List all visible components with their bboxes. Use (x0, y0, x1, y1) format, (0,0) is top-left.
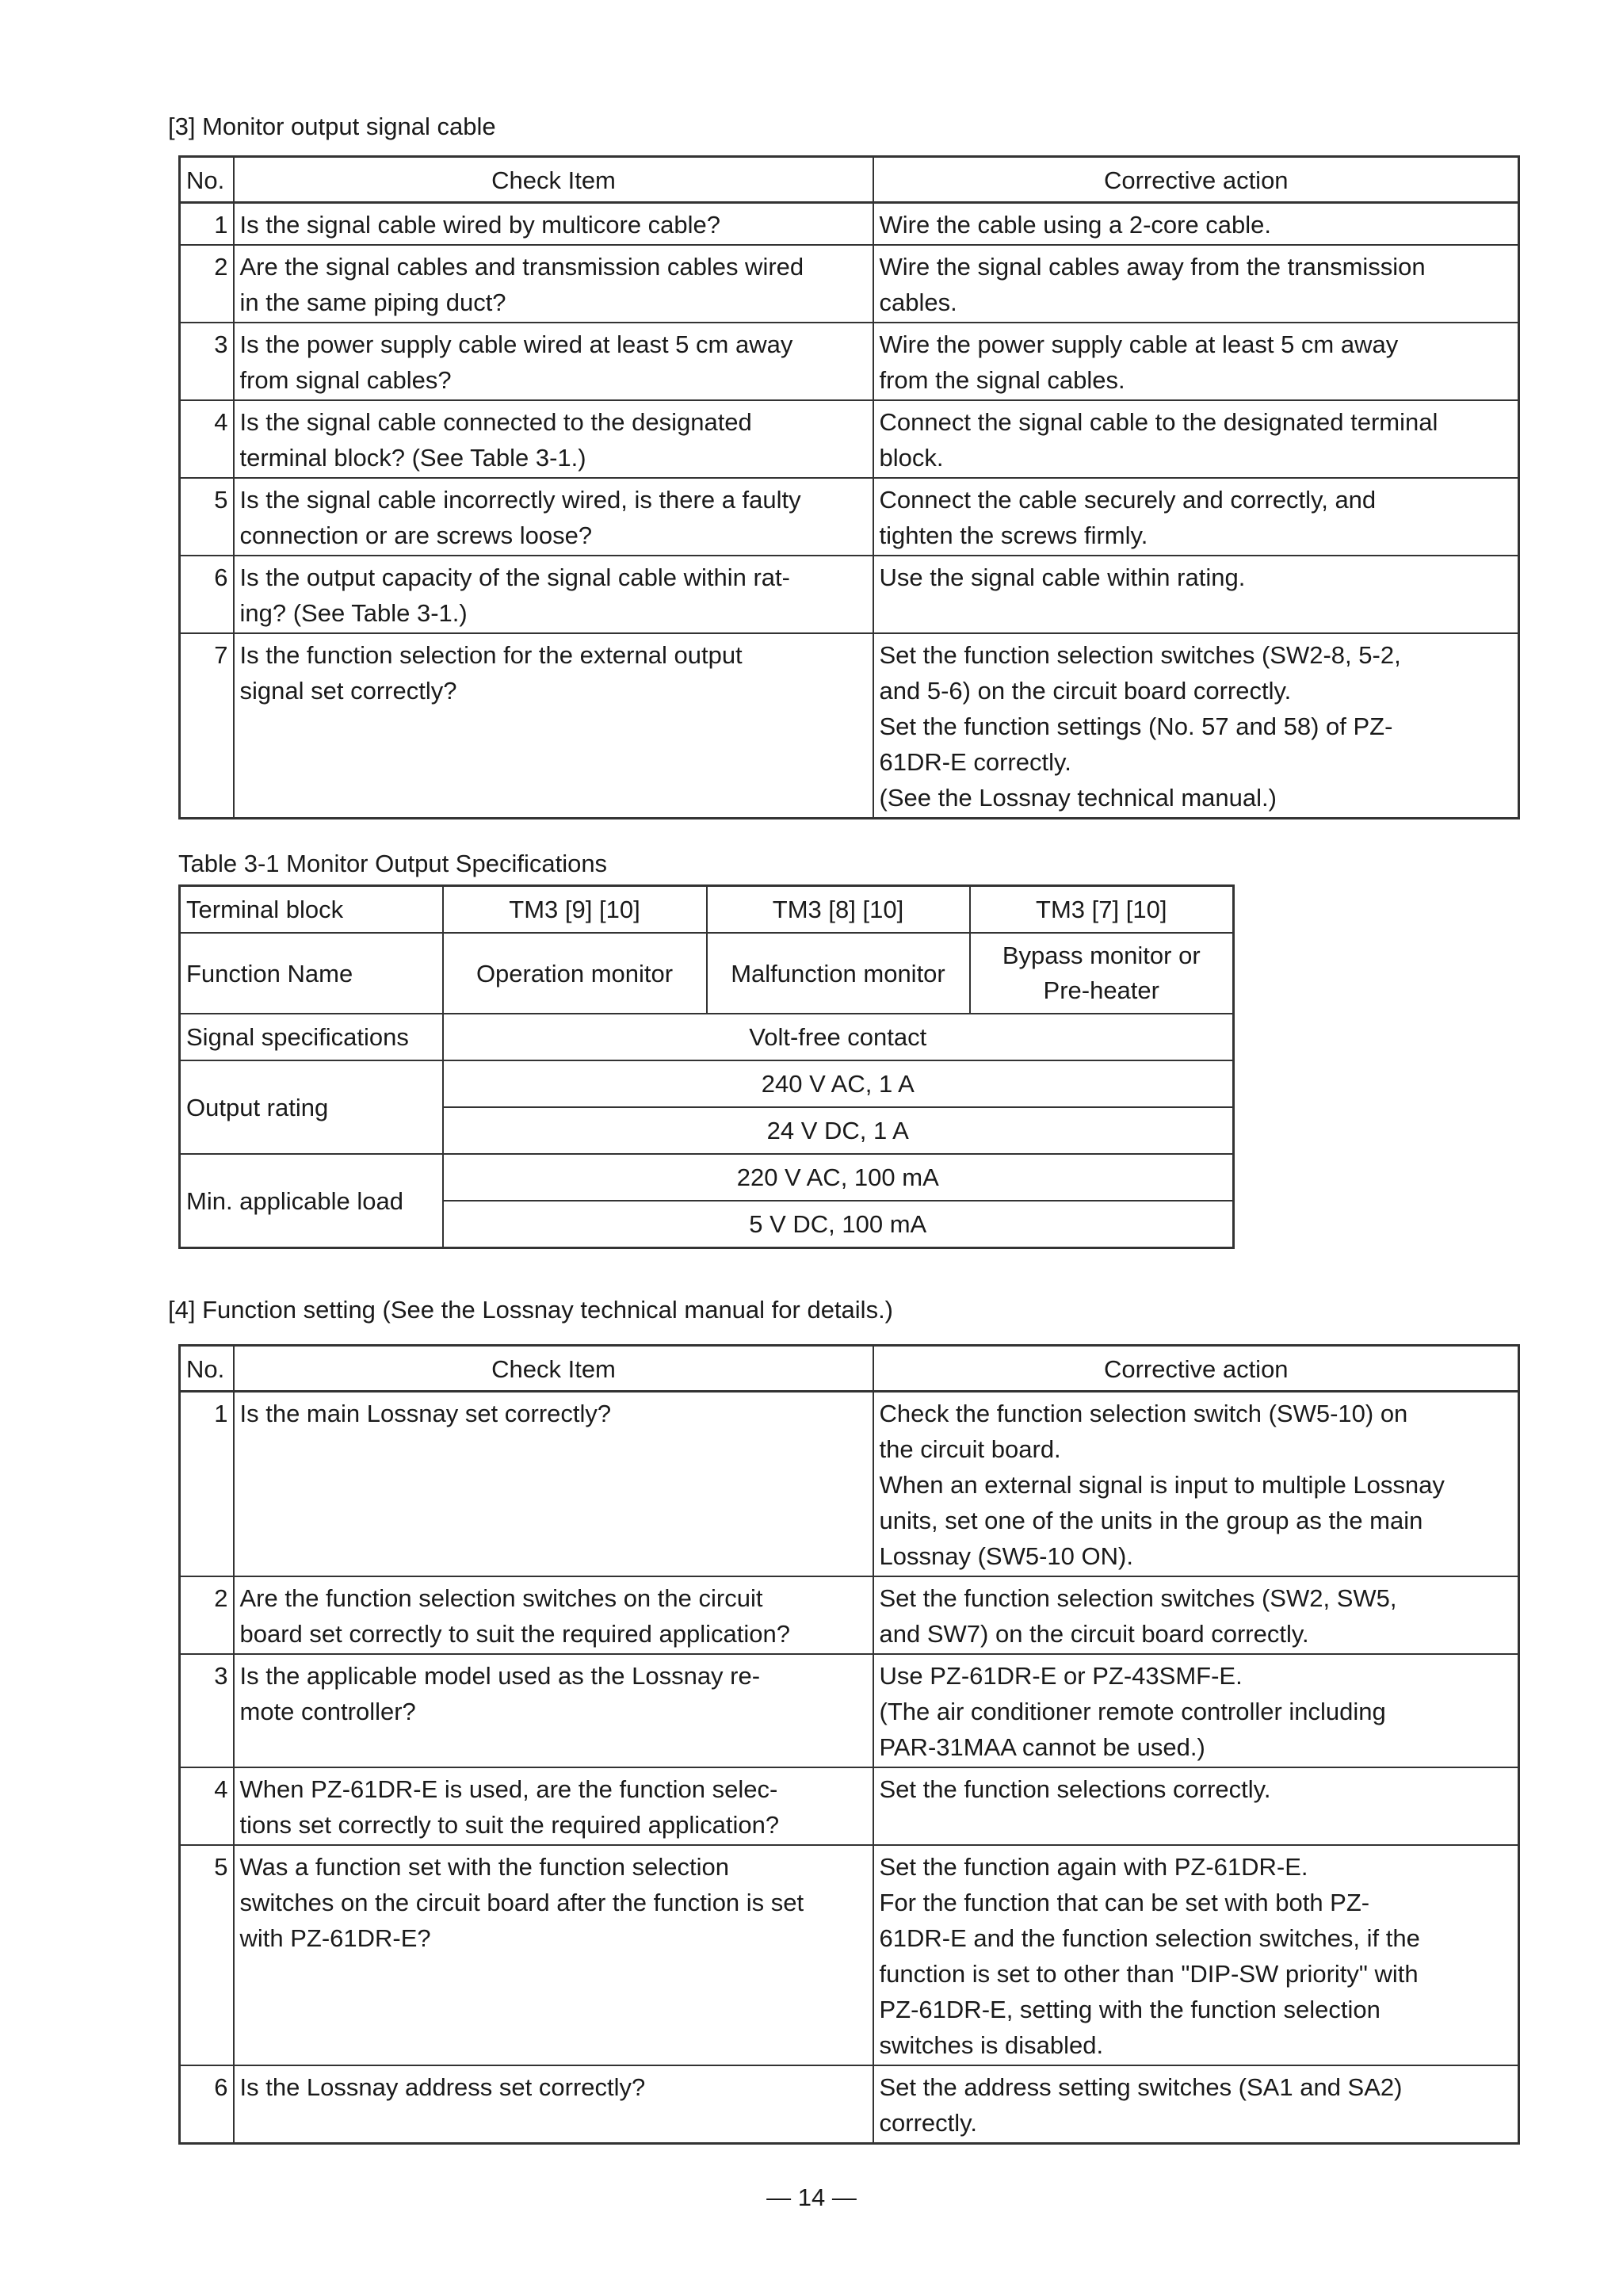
function-2: Malfunction monitor (707, 933, 970, 1014)
check-item-line: board set correctly to suit the required application? (239, 1620, 790, 1648)
terminal-2: TM3 [8] [10] (707, 886, 970, 934)
table-row (180, 1014, 1234, 1060)
corrective-action-line: PZ-61DR-E, setting with the function selection (879, 1996, 1381, 2023)
corrective-action-line: the circuit board. (879, 1435, 1061, 1463)
table-row (180, 323, 1519, 400)
check-item-cell (234, 203, 873, 246)
output-rating-dc: 24 V DC, 1 A (443, 1107, 1234, 1154)
table-row (180, 2065, 1519, 2144)
min-load-ac: 220 V AC, 100 mA (443, 1154, 1234, 1201)
corrective-action-cell (873, 1845, 1519, 2065)
check-item-line: connection or are screws loose? (239, 521, 593, 549)
signal-spec-label: Signal specifications (180, 1014, 443, 1060)
corrective-action-line: from the signal cables. (879, 366, 1125, 394)
corrective-action-line: Lossnay (SW5-10 ON). (879, 1542, 1133, 1570)
header-no: No. (180, 1346, 234, 1392)
function-setting-check-table (178, 1344, 1520, 2145)
terminal-1: TM3 [9] [10] (443, 886, 707, 934)
corrective-action-line: Set the address setting switches (SA1 and SA2) (879, 2073, 1403, 2101)
check-item-cell (234, 1576, 873, 1654)
row-number: 2 (180, 1576, 234, 1654)
output-rating-label: Output rating (180, 1060, 443, 1154)
header-no: No. (180, 157, 234, 203)
corrective-action-line: tighten the screws firmly. (879, 521, 1148, 549)
corrective-action-line: (The air conditioner remote controller including (879, 1698, 1386, 1725)
table-header-row (180, 1346, 1519, 1392)
table-row (180, 886, 1234, 934)
corrective-action-line: units, set one of the units in the group as the main (879, 1507, 1423, 1534)
check-item-line: When PZ-61DR-E is used, are the function selec- (239, 1775, 778, 1803)
corrective-action-cell (873, 245, 1519, 323)
check-item-line: Is the signal cable wired by multicore cable? (239, 211, 721, 239)
row-number: 2 (180, 245, 234, 323)
table-row (180, 933, 1234, 1014)
header-check-item: Check Item (234, 157, 873, 203)
table-row (180, 203, 1519, 246)
check-item-line: ing? (See Table 3-1.) (239, 599, 468, 627)
table-row (180, 245, 1519, 323)
check-item-line: signal set correctly? (239, 677, 457, 705)
corrective-action-line: cables. (879, 288, 957, 316)
table-3-1-caption: Table 3-1 Monitor Output Specifications (178, 850, 608, 877)
row-number: 3 (180, 323, 234, 400)
check-item-line: Is the power supply cable wired at least 5 cm away (239, 330, 793, 358)
check-item-line: Is the applicable model used as the Lossnay re- (239, 1662, 761, 1690)
check-item-cell (234, 1845, 873, 2065)
corrective-action-line: Wire the cable using a 2-core cable. (879, 211, 1272, 239)
table-row (180, 1576, 1519, 1654)
table-row (180, 1845, 1519, 2065)
terminal-block-label: Terminal block (180, 886, 443, 934)
header-check-item: Check Item (234, 1346, 873, 1392)
corrective-action-line: For the function that can be set with both PZ- (879, 1889, 1370, 1916)
corrective-action-line: Set the function selection switches (SW2, SW5, (879, 1584, 1397, 1612)
row-number: 7 (180, 633, 234, 819)
corrective-action-cell (873, 478, 1519, 556)
table-row (180, 1767, 1519, 1845)
corrective-action-cell (873, 1654, 1519, 1767)
corrective-action-line: Set the function again with PZ-61DR-E. (879, 1853, 1308, 1881)
row-number: 6 (180, 2065, 234, 2144)
function-3-line: Pre-heater (1043, 976, 1159, 1004)
check-item-line: in the same piping duct? (239, 288, 506, 316)
terminal-3: TM3 [7] [10] (970, 886, 1234, 934)
check-item-line: Is the output capacity of the signal cable within rat- (239, 563, 790, 591)
corrective-action-line: Wire the power supply cable at least 5 cm away (879, 330, 1399, 358)
row-number: 3 (180, 1654, 234, 1767)
function-name-label: Function Name (180, 933, 443, 1014)
check-item-line: Was a function set with the function selection (239, 1853, 729, 1881)
corrective-action-line: Use PZ-61DR-E or PZ-43SMF-E. (879, 1662, 1243, 1690)
corrective-action-line: correctly. (879, 2109, 977, 2137)
corrective-action-line: PAR-31MAA cannot be used.) (879, 1733, 1205, 1761)
row-number: 4 (180, 1767, 234, 1845)
table-row (180, 1654, 1519, 1767)
table-row (180, 1392, 1519, 1577)
check-item-line: tions set correctly to suit the required application? (239, 1811, 780, 1839)
check-item-line: Is the Lossnay address set correctly? (239, 2073, 646, 2101)
corrective-action-line: (See the Lossnay technical manual.) (879, 784, 1277, 812)
corrective-action-cell (873, 1576, 1519, 1654)
corrective-action-line: and SW7) on the circuit board correctly. (879, 1620, 1309, 1648)
check-item-line: terminal block? (See Table 3-1.) (239, 444, 586, 472)
corrective-action-line: Check the function selection switch (SW5-10) on (879, 1400, 1408, 1427)
row-number: 1 (180, 1392, 234, 1577)
corrective-action-line: 61DR-E and the function selection switches, if the (879, 1924, 1420, 1952)
monitor-output-check-table (178, 155, 1520, 819)
corrective-action-line: Set the function selection switches (SW2-8, 5-2, (879, 641, 1401, 669)
corrective-action-line: When an external signal is input to multiple Lossnay (879, 1471, 1445, 1499)
row-number: 5 (180, 478, 234, 556)
min-load-dc: 5 V DC, 100 mA (443, 1201, 1234, 1248)
corrective-action-line: Wire the signal cables away from the transmission (879, 253, 1426, 281)
corrective-action-cell (873, 323, 1519, 400)
corrective-action-line: switches is disabled. (879, 2031, 1104, 2059)
monitor-output-spec-table (178, 884, 1235, 1249)
check-item-line: from signal cables? (239, 366, 452, 394)
check-item-line: with PZ-61DR-E? (239, 1924, 431, 1952)
header-corrective-action: Corrective action (873, 157, 1519, 203)
corrective-action-line: Use the signal cable within rating. (879, 563, 1246, 591)
row-number: 4 (180, 400, 234, 478)
check-item-line: Are the function selection switches on the circuit (239, 1584, 763, 1612)
check-item-cell (234, 1654, 873, 1767)
check-item-line: Is the signal cable connected to the designated (239, 408, 752, 436)
row-number: 5 (180, 1845, 234, 2065)
corrective-action-cell (873, 203, 1519, 246)
check-item-cell (234, 556, 873, 633)
check-item-line: Is the signal cable incorrectly wired, is there a faulty (239, 486, 801, 514)
check-item-line: Is the function selection for the external output (239, 641, 743, 669)
check-item-cell (234, 1392, 873, 1577)
check-item-cell (234, 245, 873, 323)
corrective-action-cell (873, 633, 1519, 819)
function-3 (970, 933, 1234, 1014)
check-item-cell (234, 400, 873, 478)
output-rating-ac: 240 V AC, 1 A (443, 1060, 1234, 1107)
corrective-action-cell (873, 1392, 1519, 1577)
check-item-line: Is the main Lossnay set correctly? (239, 1400, 612, 1427)
corrective-action-cell (873, 400, 1519, 478)
section-4-title: [4] Function setting (See the Lossnay technical manual for details.) (168, 1296, 893, 1324)
check-item-cell (234, 633, 873, 819)
function-1: Operation monitor (443, 933, 707, 1014)
corrective-action-line: Connect the signal cable to the designated terminal (879, 408, 1438, 436)
table-row (180, 633, 1519, 819)
corrective-action-line: block. (879, 444, 944, 472)
corrective-action-line: Set the function settings (No. 57 and 58) of PZ- (879, 712, 1393, 740)
corrective-action-line: 61DR-E correctly. (879, 748, 1071, 776)
min-load-label: Min. applicable load (180, 1154, 443, 1248)
section-3-title: [3] Monitor output signal cable (168, 113, 496, 140)
corrective-action-cell (873, 2065, 1519, 2144)
check-item-line: switches on the circuit board after the function is set (239, 1889, 804, 1916)
corrective-action-line: function is set to other than "DIP-SW priority" with (879, 1960, 1419, 1988)
corrective-action-line: Connect the cable securely and correctly, and (879, 486, 1377, 514)
table-row (180, 478, 1519, 556)
check-item-cell (234, 478, 873, 556)
check-item-cell (234, 2065, 873, 2144)
table-row (180, 400, 1519, 478)
check-item-line: Are the signal cables and transmission cables wired (239, 253, 804, 281)
row-number: 1 (180, 203, 234, 246)
header-corrective-action: Corrective action (873, 1346, 1519, 1392)
table-header-row (180, 157, 1519, 203)
table-row (180, 1060, 1234, 1107)
check-item-cell (234, 1767, 873, 1845)
table-row (180, 556, 1519, 633)
corrective-action-line: Set the function selections correctly. (879, 1775, 1271, 1803)
corrective-action-line: and 5-6) on the circuit board correctly. (879, 677, 1292, 705)
table-row (180, 1154, 1234, 1201)
page-number: ― 14 ― (766, 2183, 857, 2211)
row-number: 6 (180, 556, 234, 633)
corrective-action-cell (873, 556, 1519, 633)
function-3-line: Bypass monitor or (1002, 942, 1201, 969)
signal-spec-value: Volt-free contact (443, 1014, 1234, 1060)
check-item-line: mote controller? (239, 1698, 416, 1725)
corrective-action-cell (873, 1767, 1519, 1845)
check-item-cell (234, 323, 873, 400)
